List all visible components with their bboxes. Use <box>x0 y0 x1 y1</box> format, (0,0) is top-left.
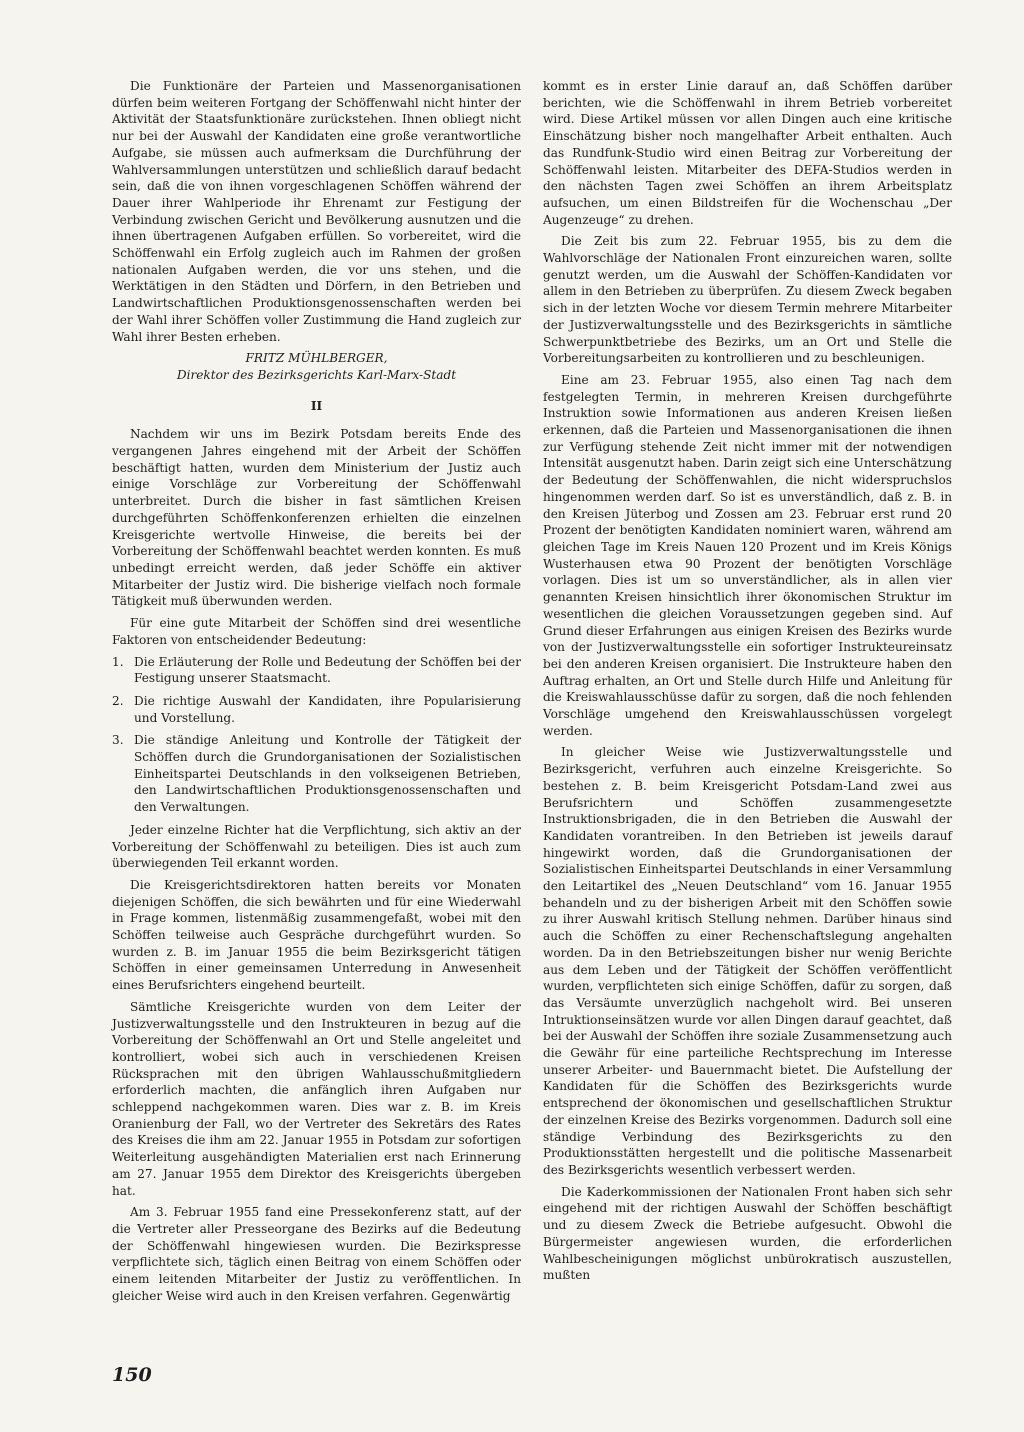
list-text: Die ständige Anleitung und Kontrolle der Tätigkeit der Schöffen durch die Grundorganisationen der Sozialistischen Einheitspartei Deutschlands in den volkseigenen Betrieben, den Landwirtschaftlichen Produktionsgenossenschaften und den Verwaltungen. <box>134 733 521 815</box>
page-number: 150 <box>112 1364 152 1386</box>
paragraph: Am 3. Februar 1955 fand eine Pressekonferenz statt, auf der die Vertreter aller Presseorgane des Bezirks auf die Bedeutung der Schöffenwahl hingewiesen wurden. Die Bezirkspresse verpflichtete sich, täglich einen Beitrag von einem Schöffen oder einem leitenden Mitarbeiter der Justiz zu veröffentlichen. In gleicher Weise wird auch in den Kreisen verfahren. Gegenwärtig <box>112 1205 521 1303</box>
list-text: Die Erläuterung der Rolle und Bedeutung der Schöffen bei der Festigung unserer Staatsmacht. <box>134 654 521 686</box>
author-name: FRITZ MÜHLBERGER, <box>245 351 388 366</box>
paragraph: Die Funktionäre der Parteien und Massenorganisationen dürfen beim weiteren Fortgang der Schöffenwahl nicht hinter der Aktivität der Staatsfunktionäre zurückstehen. Ihnen obliegt nicht nur bei der Auswahl der Kandidaten eine große verantwortliche Aufgabe, sie müssen auch aufmerksam die Durchführung der Wahlversammlungen unterstützen und schließlich darauf bedacht sein, daß die von ihnen vorgeschlagenen Schöffen während der Dauer ihrer Wahlperiode ihr Ehrenamt zur Festigung der Verbindung zwischen Gericht und Bevölkerung ausnutzen und die ihnen übertragenen Aufgaben erfüllen. So vorbereitet, wird die Schöffenwahl ein Erfolg zugleich auch im Rahmen der großen nationalen Aufgaben werden, die vor uns stehen, und die Werktätigen in den Städten und Dörfern, in den Betrieben und Landwirtschaftlichen Produktionsgenossenschaften werden bei der Wahl ihrer Schöffen voller Zustimmung die Hand zugleich zur Wahl ihrer Besten erheben. <box>112 79 521 344</box>
section-heading: II <box>310 398 323 413</box>
list-item <box>112 732 521 816</box>
list-number: 3. <box>112 733 124 748</box>
left-column <box>112 78 521 1388</box>
list-text: Die richtige Auswahl der Kandidaten, ihre Popularisierung und Vorstellung. <box>134 693 521 725</box>
paragraph: kommt es in erster Linie darauf an, daß Schöffen darüber berichten, wie die Schöffenwahl in ihrem Betrieb vorbereitet wird. Diese Artikel müssen vor allen Dingen auch eine kritische Einschätzung bisher noch mangelhafter Arbeit enthalten. Auch das Rundfunk-Studio wird einen Beitrag zur Vorbereitung der Schöffenwahl leisten. Mitarbeiter des DEFA-Studios werden in den nächsten Tagen zwei Schöffen an ihrem Arbeitsplatz aufsuchen, um einen Bildstreifen für die Wochenschau „Der Augenzeuge“ zu drehen. <box>543 79 952 227</box>
paragraph: Jeder einzelne Richter hat die Verpflichtung, sich aktiv an der Vorbereitung der Schöffenwahl zu beteiligen. Dies ist auch zum überwiegenden Teil erkannt worden. <box>112 822 521 871</box>
author-title: Direktor des Bezirksgerichts Karl-Marx-Stadt <box>176 367 457 382</box>
article-page <box>112 78 952 1388</box>
signature-block <box>112 350 521 383</box>
paragraph: Eine am 23. Februar 1955, also einen Tag nach dem festgelegten Termin, in mehreren Kreisen durchgeführte Instruktion sowie Informationen aus anderen Kreisen ließen erkennen, daß die Parteien und Massenorganisationen die ihnen zur Verfügung stehende Zeit nicht immer mit der notwendigen Intensität ausgenutzt haben. Darin zeigt sich eine Unterschätzung der Bedeutung der Schöffenwahlen, die nicht widerspruchslos hingenommen werden darf. So ist es unverständlich, daß z. B. in den Kreisen Jüterbog und Zossen am 23. Februar erst rund 20 Prozent der benötigten Kandidaten nominiert waren, während am gleichen Tage im Kreis Nauen 120 Prozent und im Kreis Königs Wusterhausen etwa 90 Prozent der benötigten Vorschläge vorlagen. Dies ist um so unverständlicher, als in allen vier genannten Kreisen hinsichtlich ihrer ökonomischen Struktur im wesentlichen die gleichen Voraussetzungen gegeben sind. Auf Grund dieser Erfahrungen aus einigen Kreisen des Bezirks wurde von der Justizverwaltungsstelle ein sofortiger Instrukteureinsatz bei den anderen Kreisen organisiert. Die Instrukteure haben den Auftrag erhalten, an Ort und Stelle durch Hilfe und Anleitung für die Kreiswahlausschüsse dafür zu sorgen, daß die noch fehlenden Vorschläge umgehend den Kreiswahlausschüssen vorgelegt werden. <box>543 372 952 738</box>
paragraph: Die Kreisgerichtsdirektoren hatten bereits vor Monaten diejenigen Schöffen, die sich bewährten und für eine Wiederwahl in Frage kommen, listenmäßig zusammengefaßt, wobei mit den Schöffen teilweise auch Gespräche durchgeführt wurden. So wurden z. B. im Januar 1955 die beim Bezirksgericht tätigen Schöffen in einer gemeinsamen Unterredung in Anwesenheit eines Berufsrichters eingehend beurteilt. <box>112 877 521 993</box>
paragraph: In gleicher Weise wie Justizverwaltungsstelle und Bezirksgericht, verfuhren auch einzelne Kreisgerichte. So bestehen z. B. beim Kreisgericht Potsdam-Land zwei aus Berufsrichtern und Schöffen zusammengesetzte Instruktionsbrigaden, die in den Betrieben die Auswahl der Kandidaten vorantreiben. In den Betrieben ist jeweils darauf hingewirkt worden, daß die Grundorganisationen der Sozialistischen Einheitspartei Deutschlands in einer Versammlung den Leitartikel des „Neuen Deutschland“ vom 16. Januar 1955 behandeln und zu der bisherigen Arbeit mit den Schöffen sowie zu ihrer Auswahl kritisch Stellung nehmen. Darüber hinaus sind auch die Schöffen zu einer Rechenschaftslegung angehalten worden. Da in den Betriebszeitungen bisher nur wenig Berichte aus dem Leben und der Tätigkeit der Schöffen veröffentlicht wurden, verpflichteten sich einige Schöffen, dafür zu sorgen, daß das Versäumte unverzüglich nachgeholt wird. Bei unseren Intruktionseinsätzen wurde vor allen Dingen darauf geachtet, daß bei der Auswahl der Schöffen ihre soziale Zusammensetzung auch die Gewähr für eine parteiliche Rechtsprechung im Interesse unserer Arbeiter- und Bauernmacht bietet. Die Aufstellung der Kandidaten für die Schöffen des Bezirksgerichts wurde entsprechend der ökonomischen und gesellschaftlichen Struktur der einzelnen Kreise des Bezirks vorgenommen. Dadurch soll eine ständige Verbindung des Bezirksgerichts zu den Produktionsstätten hergestellt und die politische Massenarbeit des Bezirksgerichts wesentlich verbessert werden. <box>543 745 952 1177</box>
list-item <box>112 654 521 687</box>
list-number: 2. <box>112 693 124 708</box>
list-number: 1. <box>112 654 124 669</box>
list-item <box>112 693 521 726</box>
paragraph: Die Kaderkommissionen der Nationalen Front haben sich sehr eingehend mit der richtigen Auswahl der Schöffen beschäftigt und zu diesem Zweck die Betriebe aufgesucht. Obwohl die Bürgermeister angewiesen wurden, die erforderlichen Wahlbescheinigungen möglichst unbürokratisch auszustellen, mußten <box>543 1184 952 1283</box>
numbered-list <box>112 654 521 816</box>
paragraph: Die Zeit bis zum 22. Februar 1955, bis zu dem die Wahlvorschläge der Nationalen Front einzureichen waren, sollte genutzt werden, um die Auswahl der Schöffen-Kandidaten vor allem in den Betrieben zu überprüfen. Zu diesem Zweck begaben sich in der letzten Woche vor diesem Termin mehrere Mitarbeiter der Justizverwaltungsstelle und des Bezirksgerichts in sämtliche Schwerpunktbetriebe des Bezirks, um an Ort und Stelle die Vorbereitungsarbeiten zu kontrollieren und zu beschleunigen. <box>543 234 952 366</box>
paragraph: Nachdem wir uns im Bezirk Potsdam bereits Ende des vergangenen Jahres eingehend mit der Arbeit der Schöffen beschäftigt hatten, wurden dem Ministerium der Justiz auch einige Vorschläge zur Vorbereitung der Schöffenwahl unterbreitet. Durch die bisher in fast sämtlichen Kreisen durchgeführten Schöffenkonferenzen erhielten die einzelnen Kreisgerichte wertvolle Hinweise, die bereits bei der Vorbereitung der Schöffenwahl beachtet werden konnten. Es muß unbedingt erreicht werden, daß jeder Schöffe ein aktiver Mitarbeiter der Justiz wird. Die bisherige vielfach noch formale Tätigkeit muß überwunden werden. <box>112 427 521 609</box>
right-column <box>543 78 952 1388</box>
paragraph: Sämtliche Kreisgerichte wurden von dem Leiter der Justizverwaltungsstelle und den Instrukteuren in bezug auf die Vorbereitung der Schöffenwahl an Ort und Stelle angeleitet und kontrolliert, wobei sich auch in verschiedenen Kreisen Rücksprachen mit den übrigen Wahlausschußmitgliedern erforderlich machten, die anfänglich ihren Aufgaben nur schleppend nachgekommen waren. Dies war z. B. im Kreis Oranienburg der Fall, wo der Vertreter des Sekretärs des Rates des Kreises die ihm am 22. Januar 1955 in Potsdam zur sofortigen Weiterleitung ausgehändigten Materialien erst nach Erinnerung am 27. Januar 1955 dem Direktor des Kreisgerichts übergeben hat. <box>112 999 521 1198</box>
paragraph: Für eine gute Mitarbeit der Schöffen sind drei wesentliche Faktoren von entscheidender Bedeutung: <box>112 616 521 647</box>
